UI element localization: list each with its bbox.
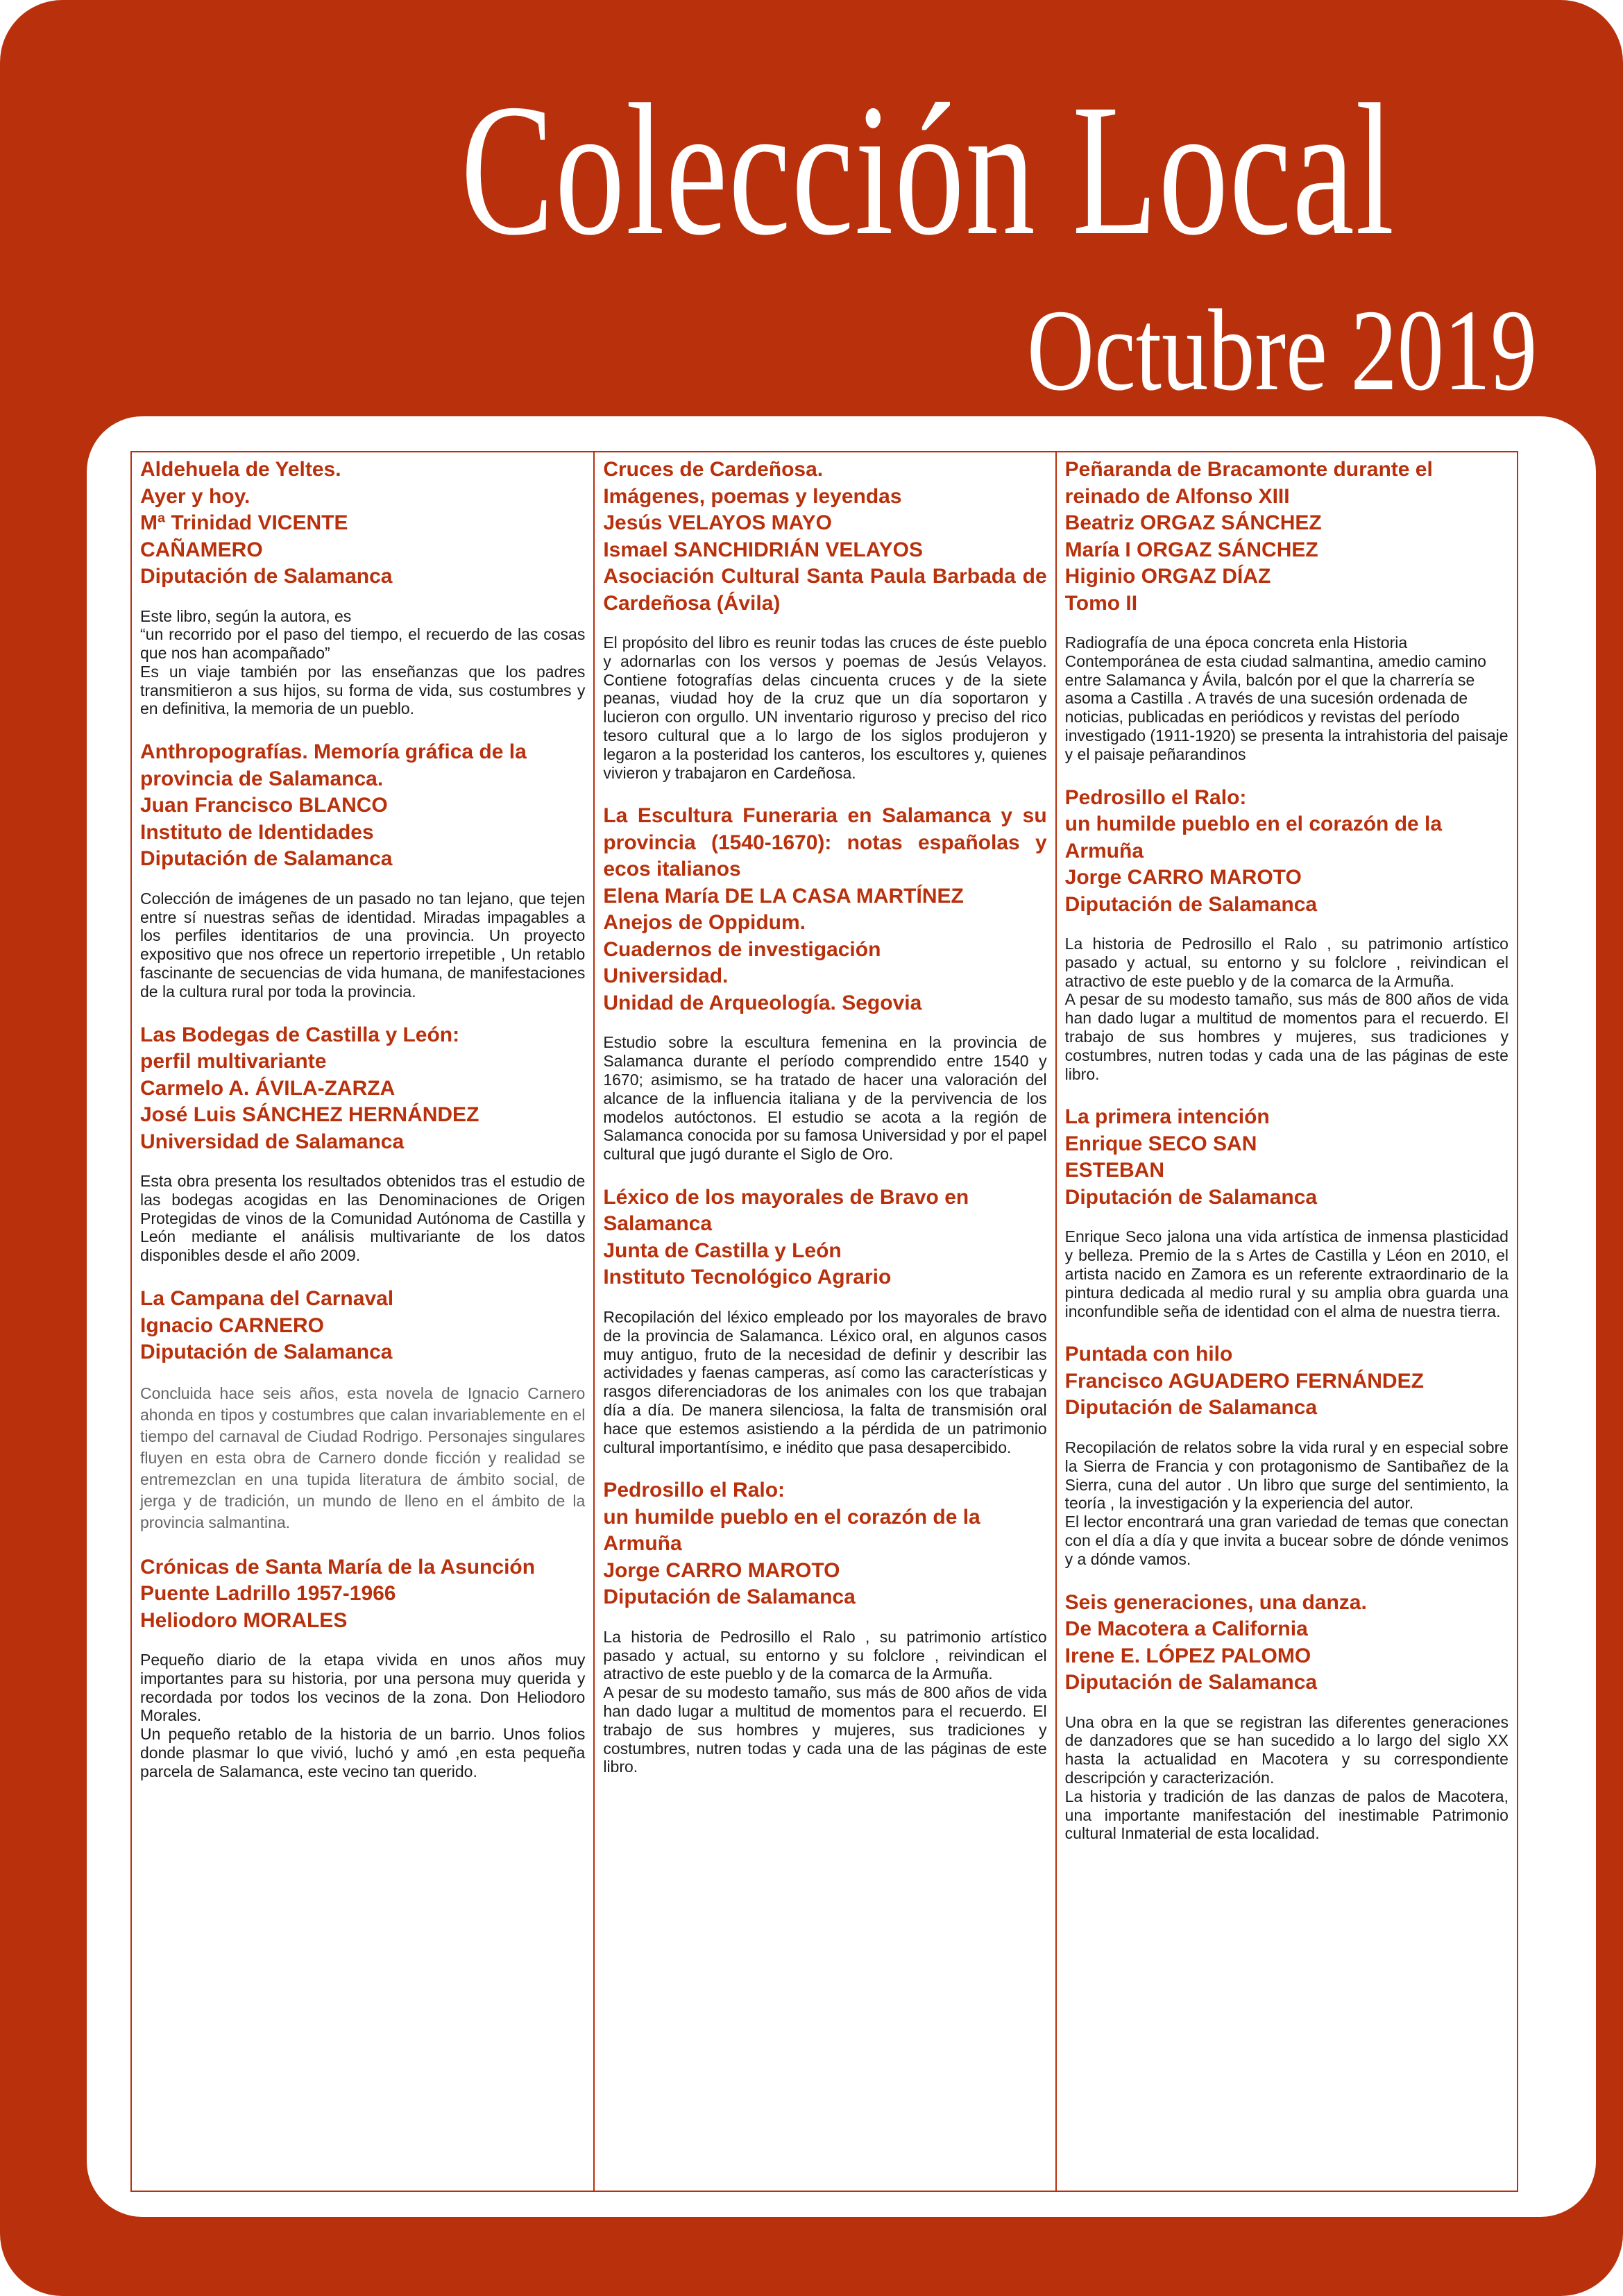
book-heading xyxy=(603,457,1046,617)
description-paragraph: La historia de Pedrosillo el Ralo , su patrimonio artístico pasado y actual, su entorno y su folclore , reivindican el atractivo de este pueblo y de la comarca de la Armuña. xyxy=(603,1627,1047,1683)
book-publisher: Diputación de Salamanca xyxy=(140,565,393,588)
book-author: Francisco AGUADERO FERNÁNDEZ xyxy=(1064,1369,1424,1393)
book-author: Jesús VELAYOS MAYO xyxy=(603,511,832,534)
book-title: Crónicas de Santa María de la Asunción xyxy=(140,1555,536,1579)
book-description xyxy=(1065,1438,1509,1569)
description-paragraph: Pequeño diario de la etapa vivida en unos años muy importantes para su historia, por una persona muy querida y recordada por todos los vecinos de la zona. Don Heliodoro Morales. xyxy=(140,1651,586,1725)
book-title: La Escultura Funeraria en Salamanca y su provincia (1540-1670): notas españolas y ecos italianos xyxy=(603,804,1047,881)
page-title: Colección Local xyxy=(461,65,1395,274)
description-paragraph: Este libro, según la autora, es xyxy=(140,606,352,625)
description-paragraph: Radiografía de una época concreta enla Historia Contemporánea de esta ciudad salmantina, amedio camino entre Salamanca y Ávila, balcón por el que la charrería se asoma a Castilla . A través de una sucesión ordenada de noticias, publicadas en periódicos y revistas del período investigado (1911-1920) se presenta la intrahistoria del paisaje y el paisaje peñarandinos xyxy=(1064,633,1509,763)
book-author: María I ORGAZ SÁNCHEZ xyxy=(1064,538,1318,561)
book-publisher: Universidad de Salamanca xyxy=(140,1130,405,1153)
book-author: Higinio ORGAZ DÍAZ xyxy=(1064,565,1271,588)
description-paragraph: Colección de imágenes de un pasado no tan lejano, que tejen entre sí nuestras señas de identidad. Miradas impagables a los perfiles identitarios de una provincia. Un proyecto expositivo que nos ofrece un repertorio irrepetible , Un retablo fascinante de secuencias de vida humana, de manifestaciones de la cultura rural por toda la provincia. xyxy=(140,889,586,1001)
book-publisher: Junta de Castilla y León xyxy=(603,1239,842,1262)
book-title: Léxico de los mayorales de Bravo en Salamanca xyxy=(603,1185,969,1236)
catalog-column-2 xyxy=(593,452,1055,2191)
book-author: Mª Trinidad VICENTE xyxy=(140,511,348,534)
book-description xyxy=(603,1033,1046,1164)
book-author: Irene E. LÓPEZ PALOMO xyxy=(1064,1644,1311,1667)
book-author: Ignacio CARNERO xyxy=(140,1313,325,1337)
book-subtitle: perfil multivariante xyxy=(140,1050,327,1073)
catalog-column-3 xyxy=(1055,452,1517,2191)
book-publisher: Diputación de Salamanca xyxy=(1064,1185,1318,1209)
book-description xyxy=(140,1383,585,1533)
book-heading xyxy=(140,1022,585,1156)
book-author: Beatriz ORGAZ SÁNCHEZ xyxy=(1064,511,1322,534)
book-heading xyxy=(603,1184,1046,1291)
book-author: Heliodoro MORALES xyxy=(140,1608,348,1632)
book-description xyxy=(140,890,585,1001)
description-paragraph: “un recorrido por el paso del tiempo, el recuerdo de las cosas que nos han acompañado” xyxy=(140,625,586,663)
book-heading xyxy=(1065,1104,1509,1211)
book-entry xyxy=(140,1022,585,1265)
book-title: Peñaranda de Bracamonte durante el reinado de Alfonso XIII xyxy=(1064,458,1433,508)
book-title: Las Bodegas de Castilla y León: xyxy=(140,1023,460,1046)
book-publisher: Universidad. xyxy=(603,964,729,988)
book-heading xyxy=(1065,1341,1509,1422)
book-publisher: Diputación de Salamanca xyxy=(1064,1671,1318,1694)
description-paragraph: Estudio sobre la escultura femenina en la provincia de Salamanca durante el período comprendido entre 1540 y 1670; asimismo, se ha tratado de hacer una valoración del alcance de la influencia italiana y de la pervivencia de los modelos autóctonos. El estudio se acota a la región de Salamanca conocida por su famosa Universidad y por el papel cultural que jugó durante el Siglo de Oro. xyxy=(603,1033,1047,1164)
book-author: Juan Francisco BLANCO xyxy=(140,794,388,817)
book-author: Jorge CARRO MAROTO xyxy=(1064,866,1302,890)
book-publisher: Unidad de Arqueología. Segovia xyxy=(603,991,922,1014)
book-author: Carmelo A. ÁVILA-ZARZA xyxy=(140,1076,396,1100)
book-heading xyxy=(140,457,585,590)
book-heading xyxy=(1065,1590,1509,1697)
description-paragraph: Es un viaje también por las enseñanzas que los padres transmitieron a sus hijos, su forma de vida, sus costumbres y en definitiva, la memoria de un pueblo. xyxy=(140,662,586,718)
book-heading xyxy=(1065,785,1509,919)
book-publisher: Diputación de Salamanca xyxy=(140,1341,393,1364)
description-paragraph: Recopilación de relatos sobre la vida rural y en especial sobre la Sierra de Francia y con protagonismo de Santibañez de la Sierra, cuna del autor . Un libro que surge del sentimiento, la teoría , la investigación y la experiencia del autor. xyxy=(1064,1438,1509,1513)
book-author: Enrique SECO SAN xyxy=(1064,1132,1257,1155)
book-title: Pedrosillo el Ralo: xyxy=(603,1479,785,1502)
catalog-table xyxy=(130,451,1518,2192)
description-paragraph: Esta obra presenta los resultados obtenidos tras el estudio de las bodegas acogidas en las Denominaciones de Origen Protegidas de vinos de la Comunidad Autónoma de Castilla y León mediante el análisis multivariante de los datos disponibles desde el año 2009. xyxy=(140,1172,586,1265)
description-paragraph: A pesar de su modesto tamaño, sus más de 800 años de vida han dado lugar a multitud de momentos para el recuerdo. El trabajo de sus hombres y mujeres, sus tradiciones y costumbres, nutren todas y cada una de las páginas de este libro. xyxy=(1064,990,1509,1083)
description-paragraph: La historia y tradición de las danzas de palos de Macotera, una importante manifestación del inestimable Patrimonio cultural Inmaterial de esta localidad. xyxy=(1064,1787,1509,1843)
description-paragraph: Concluida hace seis años, esta novela de Ignacio Carnero ahonda en tipos y costumbres que calan invariablemente en el tiempo del carnaval de Ciudad Rodrigo. Personajes singulares fluyen en esta obra de Carnero donde ficción y realidad se entremezclan en una tupida literatura de ámbito social, de jerga y de tradición, un mundo de lleno en el ámbito de la provincia salmantina. xyxy=(140,1384,586,1531)
book-title: Puntada con hilo xyxy=(1064,1343,1233,1366)
book-publisher: Asociación Cultural Santa Paula Barbada de Cardeñosa (Ávila) xyxy=(603,565,1047,615)
book-description xyxy=(603,1628,1046,1776)
book-heading xyxy=(140,739,585,873)
book-description xyxy=(603,633,1046,782)
book-description xyxy=(1065,935,1509,1083)
description-paragraph: Un pequeño retablo de la historia de un barrio. Unos folios donde plasmar lo que vivió, luchó y amó ,en esta pequeña parcela de Salamanca, este vecino tan querido. xyxy=(140,1725,586,1780)
book-description xyxy=(140,607,585,719)
book-subtitle: un humilde pueblo en el corazón de la Armuña xyxy=(1064,813,1443,862)
book-title: Cruces de Cardeñosa. xyxy=(603,458,824,481)
book-publisher: Diputación de Salamanca xyxy=(1064,1396,1318,1420)
book-title: La primera intención xyxy=(1064,1105,1270,1129)
book-title: La Campana del Carnaval xyxy=(140,1287,394,1311)
book-publisher: Anejos de Oppidum. xyxy=(603,911,806,935)
book-author: Elena María DE LA CASA MARTÍNEZ xyxy=(603,884,964,908)
book-entry xyxy=(140,1286,585,1533)
book-publisher: Instituto Tecnológico Agrario xyxy=(603,1266,892,1289)
description-paragraph: Una obra en la que se registran las diferentes generaciones de danzadores que se han sucedido a lo largo del siglo XX hasta la actualidad en Macotera y su correspondiente descripción y caracterización. xyxy=(1064,1712,1509,1787)
book-title: Aldehuela de Yeltes. xyxy=(140,458,341,481)
book-author: Ismael SANCHIDRIÁN VELAYOS xyxy=(603,538,924,561)
book-title: Seis generaciones, una danza. xyxy=(1064,1590,1367,1614)
book-entry xyxy=(1065,1590,1509,1844)
book-heading xyxy=(1065,457,1509,617)
book-entry xyxy=(140,457,585,718)
book-heading xyxy=(140,1286,585,1366)
description-paragraph: Recopilación del léxico empleado por los mayorales de bravo de la provincia de Salamanca. Léxico oral, en algunos casos muy antiguo, fruto de la necesidad de definir y describir las actividades y faenas camperas, así como las características y rasgos diferenciadoras de los animales con los que trabajan día a día. De manera silenciosa, la falta de transmisión oral hace que estemos asistiendo a la pérdida de un patrimonio cultural importantísimo, e inédito que pasa desapercibido. xyxy=(603,1307,1047,1456)
book-subtitle: un humilde pueblo en el corazón de la Armuña xyxy=(603,1505,980,1556)
book-publisher: Instituto de Identidades xyxy=(140,820,374,844)
book-entry xyxy=(1065,457,1509,764)
book-description xyxy=(140,1172,585,1265)
book-description xyxy=(1065,633,1509,764)
book-publisher: Diputación de Salamanca xyxy=(1064,892,1318,916)
book-entry xyxy=(1065,785,1509,1084)
book-entry xyxy=(603,1184,1046,1456)
description-paragraph: A pesar de su modesto tamaño, sus más de 800 años de vida han dado lugar a multitud de momentos para el recuerdo. El trabajo de sus hombres y mujeres, sus tradiciones y costumbres, nutren todas y cada una de las páginas de este libro. xyxy=(603,1683,1047,1776)
book-heading xyxy=(603,1477,1046,1611)
book-description xyxy=(1065,1227,1509,1320)
book-publisher: Diputación de Salamanca xyxy=(140,847,393,871)
book-entry xyxy=(603,457,1046,782)
book-entry xyxy=(603,803,1046,1164)
book-author: CAÑAMERO xyxy=(140,538,263,561)
page-subtitle-date: Octubre 2019 xyxy=(1027,286,1538,415)
description-paragraph: El propósito del libro es reunir todas las cruces de éste pueblo y adornarlas con los versos y poemas de Jesús Velayos. Contiene fotografías delas cincuenta cruces y de la siete peanas, viudad hoy de la cruz que un día soportaron y lucieron con orgullo. UN inventario riguroso y preciso del rico tesoro cultural que a lo largo de los siglos produjeron y legaron a la posteridad los canteros, los escultores y, quienes vivieron y trabajaron en Cardeñosa. xyxy=(603,633,1047,782)
book-subtitle: Ayer y hoy. xyxy=(140,484,250,508)
book-publisher: Cuadernos de investigación xyxy=(603,937,881,961)
catalog-column-1 xyxy=(132,452,593,2191)
book-description xyxy=(1065,1713,1509,1844)
book-title: Pedrosillo el Ralo: xyxy=(1064,785,1247,809)
book-description xyxy=(140,1651,585,1781)
book-entry xyxy=(1065,1104,1509,1320)
book-entry xyxy=(1065,1341,1509,1568)
book-volume: Tomo II xyxy=(1064,591,1138,615)
book-publisher: Diputación de Salamanca xyxy=(603,1585,856,1609)
book-author: Jorge CARRO MAROTO xyxy=(603,1558,840,1582)
book-subtitle: Imágenes, poemas y leyendas xyxy=(603,484,902,508)
book-heading xyxy=(603,803,1046,1017)
book-author: José Luis SÁNCHEZ HERNÁNDEZ xyxy=(140,1103,479,1127)
book-entry xyxy=(140,739,585,1001)
description-paragraph: El lector encontrará una gran variedad de temas que conectan con el día a día y que invita a bucear sobre de dónde venimos y a dónde vamos. xyxy=(1064,1513,1509,1568)
book-subtitle: Puente Ladrillo 1957-1966 xyxy=(140,1582,396,1606)
description-paragraph: La historia de Pedrosillo el Ralo , su patrimonio artístico pasado y actual, su entorno y su folclore , reivindican el atractivo de este pueblo y de la comarca de la Armuña. xyxy=(1064,935,1509,990)
book-title: Anthropografías. Memoría gráfica de la provincia de Salamanca. xyxy=(140,740,527,790)
book-description xyxy=(603,1308,1046,1456)
book-author: ESTEBAN xyxy=(1064,1159,1165,1182)
book-heading xyxy=(140,1554,585,1635)
book-subtitle: De Macotera a California xyxy=(1064,1617,1308,1641)
book-entry xyxy=(603,1477,1046,1776)
description-paragraph: Enrique Seco jalona una vida artística de inmensa plasticidad y belleza. Premio de la s Artes de Castilla y Léon en 2010, el artista nacido en Zamora es un referente extraordinario de la pintura dedicada al medio rural y su amplia obra guarda una inconfundible seña de identidad con el alma de nuestra tierra. xyxy=(1064,1227,1509,1320)
book-entry xyxy=(140,1554,585,1781)
